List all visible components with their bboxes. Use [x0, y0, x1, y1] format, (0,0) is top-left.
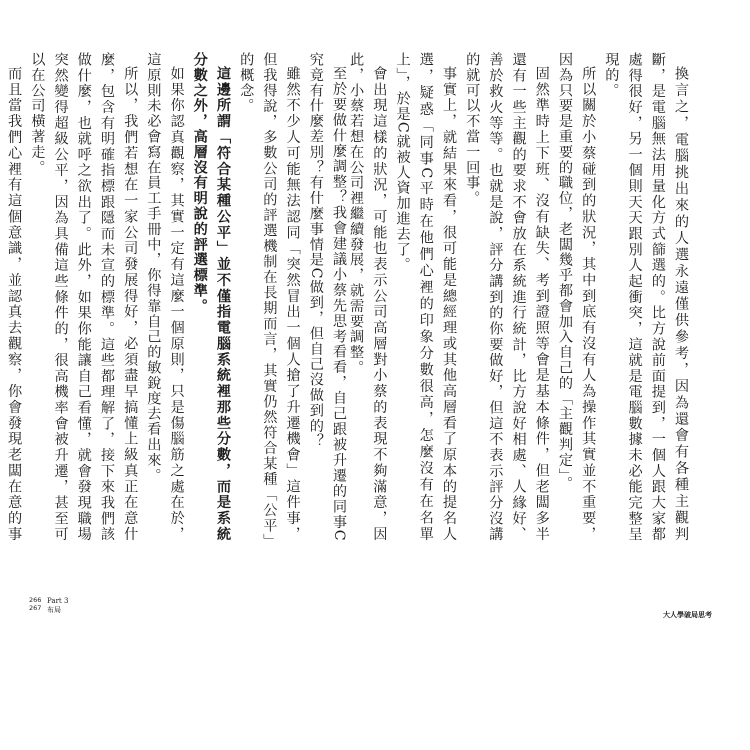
emphasis-text: 這邊所謂「符合某種公平」並不僅指電腦系統裡那些分數，而是系統分數之外，高層沒有明說的評選標準。	[191, 52, 231, 542]
paragraph: 雖然不少人可能無法認同「突然冒出一個人搶了升遷機會」這件事，但我得說，多數公司的評選機制在長期而言，其實仍然符合某種「公平」的概念。	[238, 52, 301, 542]
paragraph: 所以，我們若想在一家公司發展得好，必須盡早搞懂上級真正在意什麼，包含有明確指標跟隱而未宣的標準。這些都理解了，接下來我們該做什麼，也就呼之欲出了。此外，如果你能讓自己看懂，就會發現職場突然變得超級公平，因為具備這些條件的，很高機率會被升遷，甚至可以在公司橫著走。	[29, 52, 139, 542]
part-label	[47, 597, 68, 615]
paragraph: 固然準時上下班、沒有缺失、考到證照等會是基本條件，但老闆多半還有一些主觀的要求不會放在系統進行統計，比方說好相處、人緣好、善於救火等等。也就是說，評分講到的你要做好，但這不表示評分沒講的就可以不當一回事。	[464, 52, 550, 542]
left-page-text	[6, 52, 350, 542]
paragraph: 如果你認真觀察，其實一定有這麼一個原則，只是傷腦筋之處在於，這原則未必會寫在員工手冊中，你得靠自己的敏銳度去看出來。	[145, 52, 185, 542]
part-title: 布局	[47, 606, 61, 614]
page-number-left: 266	[29, 596, 42, 604]
emphasis-paragraph	[188, 52, 234, 542]
paragraph: 會出現這樣的狀況，可能也表示公司高層對小蔡的表現不夠滿意，因此，小蔡若想在公司裡繼續發展，就需要調整。	[348, 52, 388, 542]
paragraph: 換言之，電腦挑出來的人選永遠僅供參考，因為還會有各種主觀判斷，是電腦無法用量化方式篩選的。比方說前面提到，一個人跟大家都處得很好，另一個則天天跟別人起衝突，這就是電腦數據未必能完整呈現的。	[603, 52, 689, 542]
page-number-right: 267	[29, 604, 42, 612]
running-book-title: 大人學破局思考	[663, 611, 712, 619]
paragraph: 事實上，就結果來看，很可能是總經理或其他高層看了原本的提名人選，疑惑「同事C平時在他們心裡的印象分數很高，怎麼沒有在名單上」，於是C就被人資加進去了。	[394, 52, 457, 542]
part-number: Part 3	[47, 597, 69, 605]
page-numbers	[29, 596, 41, 612]
paragraph: 所以關於小蔡碰到的狀況，其中到底有沒有人為操作其實並不重要，因為只要是重要的職位，老闆幾乎都會加入自己的「主觀判定」。	[556, 52, 597, 542]
paragraph: 至於要做什麼調整？我會建議小蔡先思考看看，自己跟被升遷的同事C究竟有什麼差別？有什麼事情是C做到，但自己沒做到的？	[307, 52, 347, 542]
right-page-text	[348, 52, 692, 542]
paragraph: 而且當我們心裡有這個意識，並認真去觀察，你會發現老闆在意的事	[6, 66, 23, 542]
